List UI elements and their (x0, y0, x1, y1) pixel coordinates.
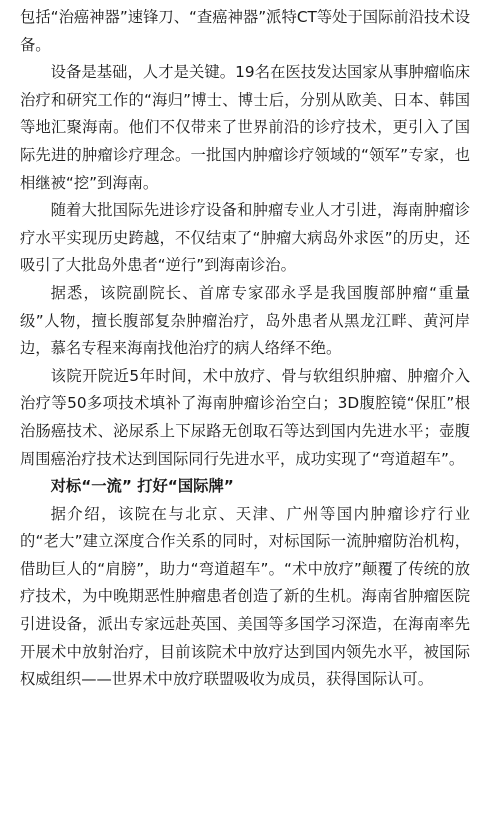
article-paragraph: 该院开院近5年时间，术中放疗、骨与软组织肿瘤、肿瘤介入治疗等50多项技术填补了海南肿瘤诊治空白；3D腹腔镜“保肛”根治肠癌技术、泌尿系上下尿路无创取石等达到国内先进水平；壶腹周围癌治疗技术达到国际同行先进水平，成功实现了“弯道超车”。 (20, 366, 470, 468)
article-paragraph: 设备是基础，人才是关键。19名在医技发达国家从事肿瘤临床治疗和研究工作的“海归”博士、博士后，分别从欧美、日本、韩国等地汇聚海南。他们不仅带来了世界前沿的诊疗技术，更引入了国际先进的肿瘤诊疗理念。一批国内肿瘤诊疗领域的“领军”专家，也相继被“挖”到海南。 (20, 63, 470, 192)
article-paragraph: 据悉，该院副院长、首席专家邵永孚是我国腹部肿瘤“重量级”人物，擅长腹部复杂肿瘤治疗，岛外患者从黑龙江畔、黄河岸边，慕名专程来海南找他治疗的病人络绎不绝。 (20, 283, 470, 358)
section-subheading: 对标“一流” 打好“国际牌” (50, 477, 234, 496)
article-paragraph: 随着大批国际先进诊疗设备和肿瘤专业人才引进，海南肿瘤诊疗水平实现历史跨越，不仅结束了“肿瘤大病岛外求医”的历史，还吸引了大批岛外患者“逆行”到海南诊治。 (20, 201, 470, 275)
article-paragraph: 据介绍，该院在与北京、天津、广州等国内肿瘤诊疗行业的“老大”建立深度合作关系的同时，对标国际一流肿瘤防治机构，借助巨人的“肩膀”，助力“弯道超车”。“术中放疗”颠覆了传统的放疗技术，为中晚期恶性肿瘤患者创造了新的生机。海南省肿瘤医院引进设备，派出专家远赴英国、美国等多国学习深造，在海南率先开展术中放射治疗，目前该院术中放疗达到国内领先水平，被国际权威组织——世界术中放疗联盟吸收为成员，获得国际认可。 (20, 504, 470, 689)
article-paragraph-continued: 包括“治癌神器”速锋刀、“查癌神器”派特CT等处于国际前沿技术设备。 (20, 8, 470, 54)
article-body (20, 4, 470, 694)
